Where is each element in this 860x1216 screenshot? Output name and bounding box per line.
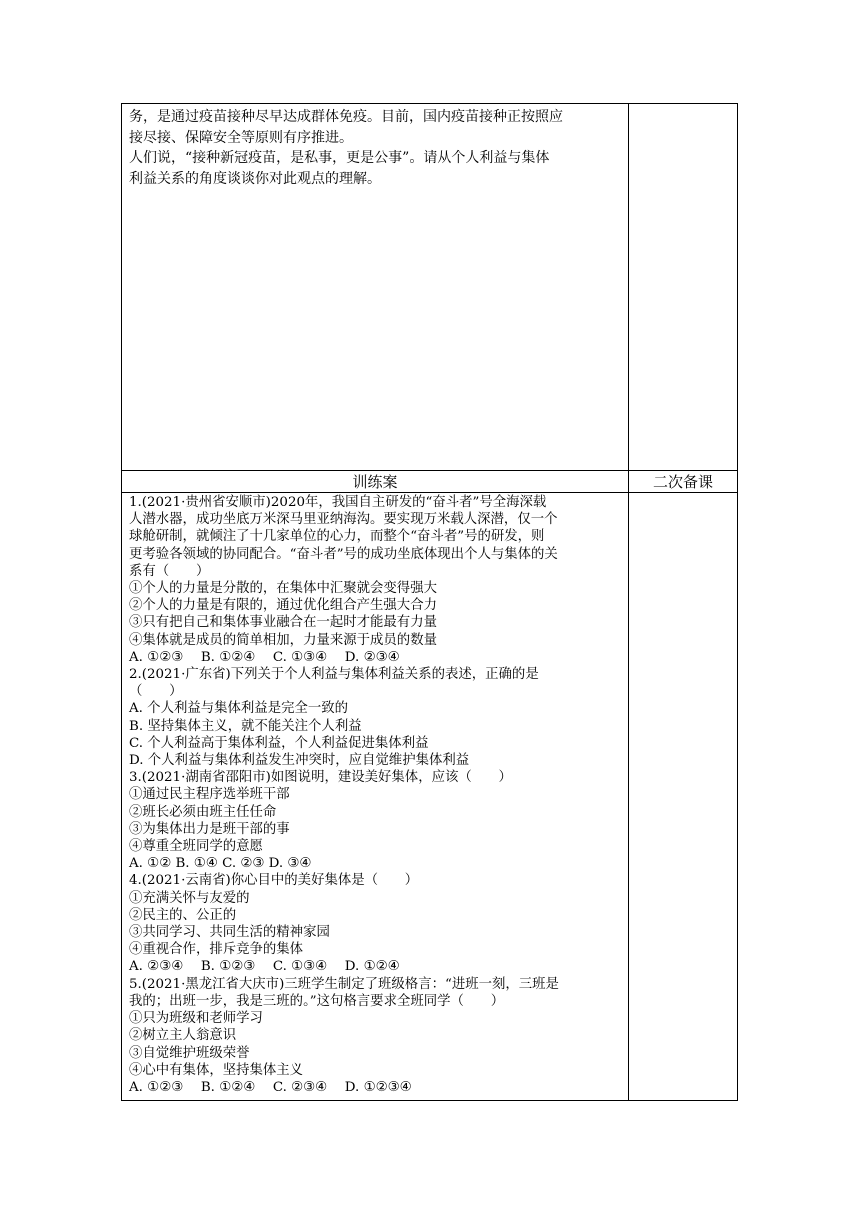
column-divider [628,104,629,1100]
question-line: 2.(2021·广东省)下列关于个人利益与集体利益关系的表述，正确的是 [129,667,539,683]
question-line: 球舱研制，就倾注了十几家单位的心力，而整个“奋斗者”号的研发，则 [129,529,545,545]
top-line: 接尽接、保障安全等原则有序推进。 [129,129,353,146]
question-line: A. ①② B. ①④ C. ②③ D. ③④ [129,856,312,872]
top-section-text [129,107,622,189]
row-divider-top [122,470,737,471]
top-line: 人们说，“接种新冠疫苗，是私事，更是公事”。请从个人利益与集体 [129,150,550,166]
question-line: 人潜水器，成功坐底万米深马里亚纳海沟。要实现万米载人深潜，仅一个 [129,512,558,528]
question-line: C. 个人利益高于集体利益，个人利益促进集体利益 [129,735,429,751]
training-header: 训练案 [352,473,398,491]
question-line: 5.(2021·黑龙江省大庆市)三班学生制定了班级格言：“进班一刻，三班是 [129,976,559,992]
question-line: 我的；出班一步，我是三班的。”这句格言要求全班同学（ ） [129,993,505,1009]
question-line: B. 坚持集体主义，就不能关注个人利益 [129,718,362,734]
question-line: 1.(2021·贵州省安顺市)2020年，我国自主研发的“奋斗者”号全海深载 [129,495,547,510]
question-line: ②个人的力量是有限的，通过优化组合产生强大合力 [129,598,437,614]
training-questions [129,494,622,1096]
secondary-prep-header: 二次备课 [652,473,713,491]
question-line: ④尊重全班同学的意愿 [129,839,263,855]
question-line: （ ） [129,684,183,700]
question-line: D. 个人利益与集体利益发生冲突时，应自觉维护集体利益 [129,753,470,769]
lesson-plan-table [121,103,738,1101]
question-line: ①通过民主程序选举班干部 [129,787,290,803]
question-line: 更考验各领域的协同配合。“奋斗者”号的成功坐底体现出个人与集体的关 [129,546,558,562]
top-line: 务，是通过疫苗接种尽早达成群体免疫。目前，国内疫苗接种正按照应 [129,109,563,125]
question-line: 系有（ ） [129,563,210,579]
question-line: 3.(2021·湖南省邵阳市)如图说明，建设美好集体，应该（ ） [129,770,512,786]
question-line: ②民主的、公正的 [129,907,237,923]
question-line: ③共同学习、共同生活的精神家园 [129,925,330,941]
question-line: ④心中有集体，坚持集体主义 [129,1062,304,1078]
top-line: 利益关系的角度谈谈你对此观点的理解。 [129,170,381,187]
question-line: A. ②③④ B. ①②③ C. ①③④ D. ①②④ [129,959,400,975]
question-line: ①充满关怀与友爱的 [129,890,250,906]
question-line: A. 个人利益与集体利益是完全一致的 [129,701,349,717]
question-line: ②树立主人翁意识 [129,1028,237,1044]
question-line: ④集体就是成员的简单相加，力量来源于成员的数量 [129,632,437,648]
question-line: ④重视合作，排斥竞争的集体 [129,942,304,958]
question-line: 4.(2021·云南省)你心目中的美好集体是（ ） [129,873,419,889]
question-line: ③为集体出力是班干部的事 [129,821,290,837]
row-divider-header [122,492,737,493]
question-line: ②班长必须由班主任任命 [129,804,277,820]
question-line: A. ①②③ B. ①②④ C. ②③④ D. ①②③④ [129,1079,412,1095]
question-line: A. ①②③ B. ①②④ C. ①③④ D. ②③④ [129,649,400,665]
question-line: ③只有把自己和集体事业融合在一起时才能最有力量 [129,615,437,631]
question-line: ①只为班级和老师学习 [129,1011,263,1027]
question-line: ①个人的力量是分散的，在集体中汇聚就会变得强大 [129,581,437,597]
question-line: ③自觉维护班级荣誉 [129,1045,250,1061]
